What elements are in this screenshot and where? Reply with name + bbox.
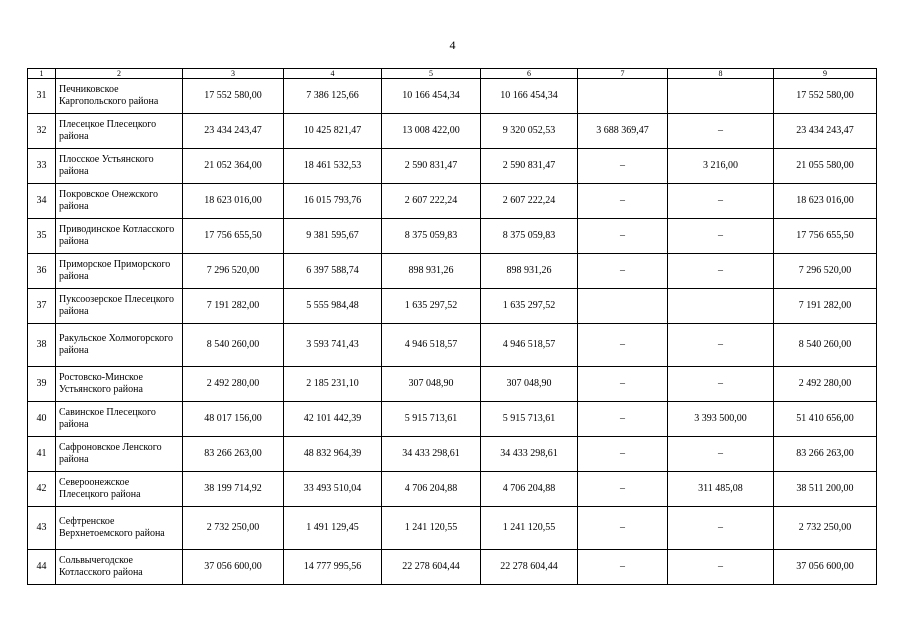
column-header: 2 — [56, 69, 183, 79]
value-col-8: – — [668, 507, 774, 550]
value-col-5: 307 048,90 — [382, 367, 481, 402]
value-col-9: 17 552 580,00 — [774, 79, 877, 114]
settlement-name: Сефтренское Верхнетоемского района — [56, 507, 183, 550]
value-col-9: 2 732 250,00 — [774, 507, 877, 550]
value-col-6: 5 915 713,61 — [481, 402, 578, 437]
value-col-6: 22 278 604,44 — [481, 550, 578, 585]
settlement-name: Ростовско-Минское Устьянского района — [56, 367, 183, 402]
settlement-name: Покровское Онежского района — [56, 184, 183, 219]
value-col-4: 6 397 588,74 — [284, 254, 382, 289]
value-col-5: 34 433 298,61 — [382, 437, 481, 472]
row-number: 42 — [28, 472, 56, 507]
value-col-4: 42 101 442,39 — [284, 402, 382, 437]
value-col-4: 14 777 995,56 — [284, 550, 382, 585]
settlement-name: Сафроновское Ленского района — [56, 437, 183, 472]
value-col-9: 83 266 263,00 — [774, 437, 877, 472]
row-number: 36 — [28, 254, 56, 289]
column-header: 3 — [183, 69, 284, 79]
value-col-7: – — [578, 472, 668, 507]
value-col-7: – — [578, 324, 668, 367]
value-col-4: 2 185 231,10 — [284, 367, 382, 402]
row-number: 39 — [28, 367, 56, 402]
value-col-9: 7 191 282,00 — [774, 289, 877, 324]
value-col-3: 18 623 016,00 — [183, 184, 284, 219]
value-col-9: 21 055 580,00 — [774, 149, 877, 184]
value-col-8 — [668, 79, 774, 114]
value-col-3: 38 199 714,92 — [183, 472, 284, 507]
value-col-3: 21 052 364,00 — [183, 149, 284, 184]
value-col-4: 7 386 125,66 — [284, 79, 382, 114]
value-col-4: 16 015 793,76 — [284, 184, 382, 219]
settlement-name: Ракульское Холмогорского района — [56, 324, 183, 367]
column-header: 6 — [481, 69, 578, 79]
table-row — [28, 219, 877, 254]
column-header: 4 — [284, 69, 382, 79]
column-header: 7 — [578, 69, 668, 79]
value-col-7: – — [578, 437, 668, 472]
value-col-3: 7 296 520,00 — [183, 254, 284, 289]
value-col-4: 18 461 532,53 — [284, 149, 382, 184]
value-col-8: – — [668, 324, 774, 367]
row-number: 43 — [28, 507, 56, 550]
value-col-6: 1 241 120,55 — [481, 507, 578, 550]
settlement-name: Савинское Плесецкого района — [56, 402, 183, 437]
value-col-6: 8 375 059,83 — [481, 219, 578, 254]
value-col-3: 23 434 243,47 — [183, 114, 284, 149]
value-col-6: 898 931,26 — [481, 254, 578, 289]
value-col-8: – — [668, 550, 774, 585]
value-col-8: – — [668, 184, 774, 219]
value-col-9: 2 492 280,00 — [774, 367, 877, 402]
value-col-3: 83 266 263,00 — [183, 437, 284, 472]
settlement-name: Плосское Устьянского района — [56, 149, 183, 184]
value-col-4: 5 555 984,48 — [284, 289, 382, 324]
row-number: 44 — [28, 550, 56, 585]
value-col-6: 2 590 831,47 — [481, 149, 578, 184]
value-col-7: – — [578, 254, 668, 289]
row-number: 31 — [28, 79, 56, 114]
value-col-8: – — [668, 114, 774, 149]
table-row — [28, 289, 877, 324]
value-col-4: 48 832 964,39 — [284, 437, 382, 472]
value-col-5: 22 278 604,44 — [382, 550, 481, 585]
value-col-7: – — [578, 184, 668, 219]
row-number: 40 — [28, 402, 56, 437]
value-col-5: 4 706 204,88 — [382, 472, 481, 507]
value-col-5: 1 241 120,55 — [382, 507, 481, 550]
value-col-9: 37 056 600,00 — [774, 550, 877, 585]
value-col-3: 37 056 600,00 — [183, 550, 284, 585]
value-col-8: 3 393 500,00 — [668, 402, 774, 437]
row-number: 32 — [28, 114, 56, 149]
value-col-7: – — [578, 507, 668, 550]
value-col-5: 2 607 222,24 — [382, 184, 481, 219]
value-col-3: 48 017 156,00 — [183, 402, 284, 437]
row-number: 38 — [28, 324, 56, 367]
value-col-5: 13 008 422,00 — [382, 114, 481, 149]
value-col-6: 4 706 204,88 — [481, 472, 578, 507]
value-col-4: 1 491 129,45 — [284, 507, 382, 550]
value-col-9: 38 511 200,00 — [774, 472, 877, 507]
value-col-3: 17 552 580,00 — [183, 79, 284, 114]
value-col-3: 2 732 250,00 — [183, 507, 284, 550]
value-col-7: – — [578, 149, 668, 184]
column-header: 5 — [382, 69, 481, 79]
value-col-5: 1 635 297,52 — [382, 289, 481, 324]
value-col-4: 10 425 821,47 — [284, 114, 382, 149]
table-row — [28, 507, 877, 550]
value-col-6: 1 635 297,52 — [481, 289, 578, 324]
value-col-9: 7 296 520,00 — [774, 254, 877, 289]
value-col-4: 9 381 595,67 — [284, 219, 382, 254]
table-row — [28, 367, 877, 402]
value-col-7: – — [578, 367, 668, 402]
table-row — [28, 472, 877, 507]
value-col-9: 17 756 655,50 — [774, 219, 877, 254]
value-col-8: – — [668, 437, 774, 472]
value-col-6: 10 166 454,34 — [481, 79, 578, 114]
column-number-row — [28, 69, 877, 79]
settlement-name: Пуксоозерское Плесецкого района — [56, 289, 183, 324]
value-col-9: 51 410 656,00 — [774, 402, 877, 437]
value-col-9: 23 434 243,47 — [774, 114, 877, 149]
value-col-6: 307 048,90 — [481, 367, 578, 402]
table-row — [28, 402, 877, 437]
settlement-name: Сольвычегодское Котласского района — [56, 550, 183, 585]
value-col-5: 4 946 518,57 — [382, 324, 481, 367]
value-col-3: 7 191 282,00 — [183, 289, 284, 324]
value-col-7: – — [578, 402, 668, 437]
table-row — [28, 149, 877, 184]
budget-table — [27, 68, 877, 585]
table-row — [28, 437, 877, 472]
value-col-6: 2 607 222,24 — [481, 184, 578, 219]
value-col-5: 8 375 059,83 — [382, 219, 481, 254]
settlement-name: Печниковское Каргопольского района — [56, 79, 183, 114]
value-col-3: 2 492 280,00 — [183, 367, 284, 402]
page-number: 4 — [449, 38, 456, 52]
value-col-7 — [578, 289, 668, 324]
value-col-7: – — [578, 550, 668, 585]
value-col-3: 8 540 260,00 — [183, 324, 284, 367]
settlement-name: Североонежское Плесецкого района — [56, 472, 183, 507]
value-col-8: 311 485,08 — [668, 472, 774, 507]
value-col-5: 2 590 831,47 — [382, 149, 481, 184]
row-number: 37 — [28, 289, 56, 324]
value-col-8: 3 216,00 — [668, 149, 774, 184]
value-col-6: 4 946 518,57 — [481, 324, 578, 367]
value-col-6: 9 320 052,53 — [481, 114, 578, 149]
value-col-5: 10 166 454,34 — [382, 79, 481, 114]
value-col-5: 898 931,26 — [382, 254, 481, 289]
value-col-7: 3 688 369,47 — [578, 114, 668, 149]
value-col-6: 34 433 298,61 — [481, 437, 578, 472]
table-row — [28, 79, 877, 114]
value-col-8: – — [668, 219, 774, 254]
value-col-9: 18 623 016,00 — [774, 184, 877, 219]
column-header: 1 — [28, 69, 56, 79]
table-row — [28, 184, 877, 219]
value-col-4: 33 493 510,04 — [284, 472, 382, 507]
row-number: 35 — [28, 219, 56, 254]
value-col-7 — [578, 79, 668, 114]
settlement-name: Приводинское Котласского района — [56, 219, 183, 254]
value-col-8: – — [668, 254, 774, 289]
column-header: 9 — [774, 69, 877, 79]
value-col-7: – — [578, 219, 668, 254]
settlement-name: Приморское Приморского района — [56, 254, 183, 289]
value-col-3: 17 756 655,50 — [183, 219, 284, 254]
value-col-5: 5 915 713,61 — [382, 402, 481, 437]
settlement-name: Плесецкое Плесецкого района — [56, 114, 183, 149]
table-row — [28, 324, 877, 367]
row-number: 34 — [28, 184, 56, 219]
table-row — [28, 114, 877, 149]
value-col-9: 8 540 260,00 — [774, 324, 877, 367]
value-col-8: – — [668, 367, 774, 402]
column-header: 8 — [668, 69, 774, 79]
value-col-8 — [668, 289, 774, 324]
table-row — [28, 254, 877, 289]
row-number: 33 — [28, 149, 56, 184]
table-row — [28, 550, 877, 585]
row-number: 41 — [28, 437, 56, 472]
value-col-4: 3 593 741,43 — [284, 324, 382, 367]
